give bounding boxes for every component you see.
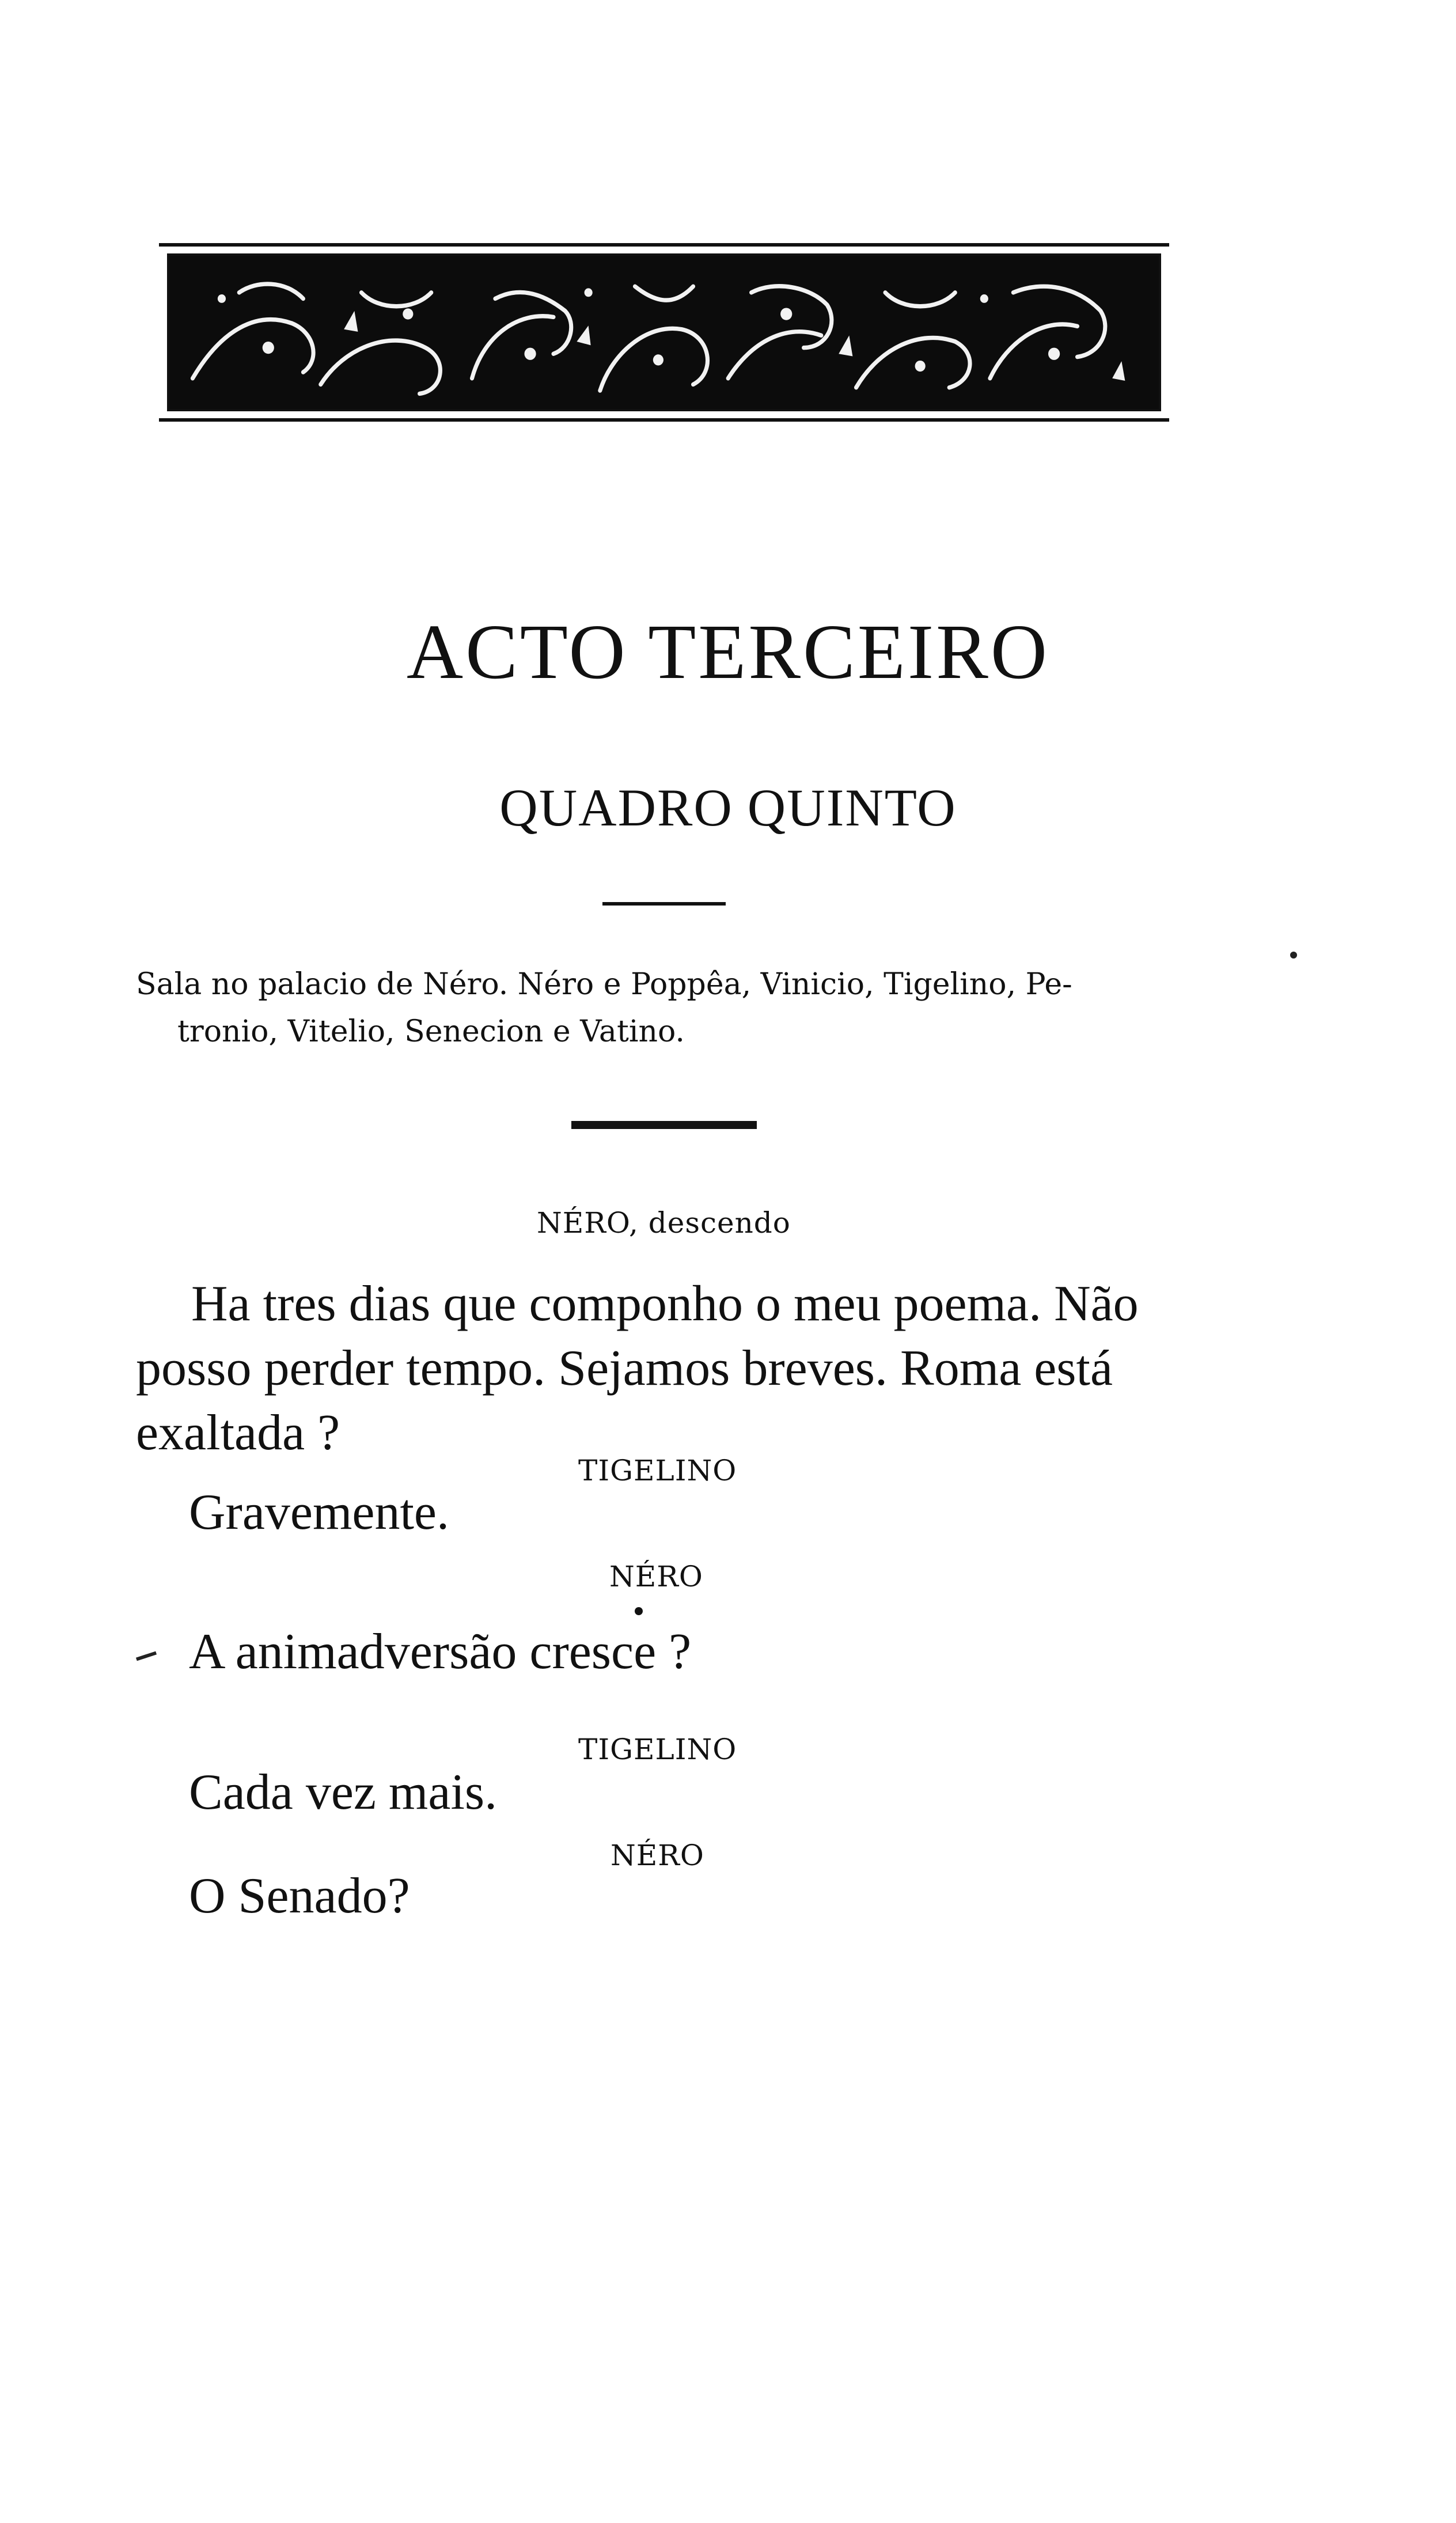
print-speck xyxy=(1290,952,1297,959)
act-title: ACTO TERCEIRO xyxy=(406,609,1050,695)
speaker-name: NÉRO xyxy=(611,1839,704,1872)
speech-line: A animadversão cresce ? xyxy=(189,1624,692,1680)
speaker-name: TIGELINO xyxy=(578,1454,737,1487)
ornament-foliage-icon xyxy=(167,253,1161,411)
speech-line: Gravemente. xyxy=(189,1484,449,1540)
stage-setting xyxy=(136,961,1201,1055)
speaker-name: TIGELINO xyxy=(578,1733,737,1766)
speech-line: Cada vez mais. xyxy=(189,1764,498,1820)
speaker-name: NÉRO, descendo xyxy=(537,1206,791,1240)
speech-line: exaltada ? xyxy=(136,1405,340,1461)
speaker-name: NÉRO xyxy=(609,1560,703,1593)
section-divider xyxy=(571,1121,757,1129)
stage-setting-line: Sala no palacio de Néro. Néro e Poppêa, Vinicio, Tigelino, Pe- xyxy=(136,967,1072,1002)
scene-title: QUADRO QUINTO xyxy=(499,778,957,837)
margin-tick-mark xyxy=(136,1651,157,1661)
speech-line: O Senado? xyxy=(189,1868,410,1924)
speech-paragraph xyxy=(136,1272,1219,1465)
speech-line: Ha tres dias que componho o meu poema. Não xyxy=(191,1276,1139,1332)
ornamental-header-band xyxy=(159,243,1169,422)
title-divider xyxy=(602,902,726,906)
print-speck xyxy=(635,1607,643,1615)
stage-setting-line: tronio, Vitelio, Senecion e Vatino. xyxy=(177,1014,685,1049)
speech-line: posso perder tempo. Sejamos breves. Roma está xyxy=(136,1340,1113,1396)
